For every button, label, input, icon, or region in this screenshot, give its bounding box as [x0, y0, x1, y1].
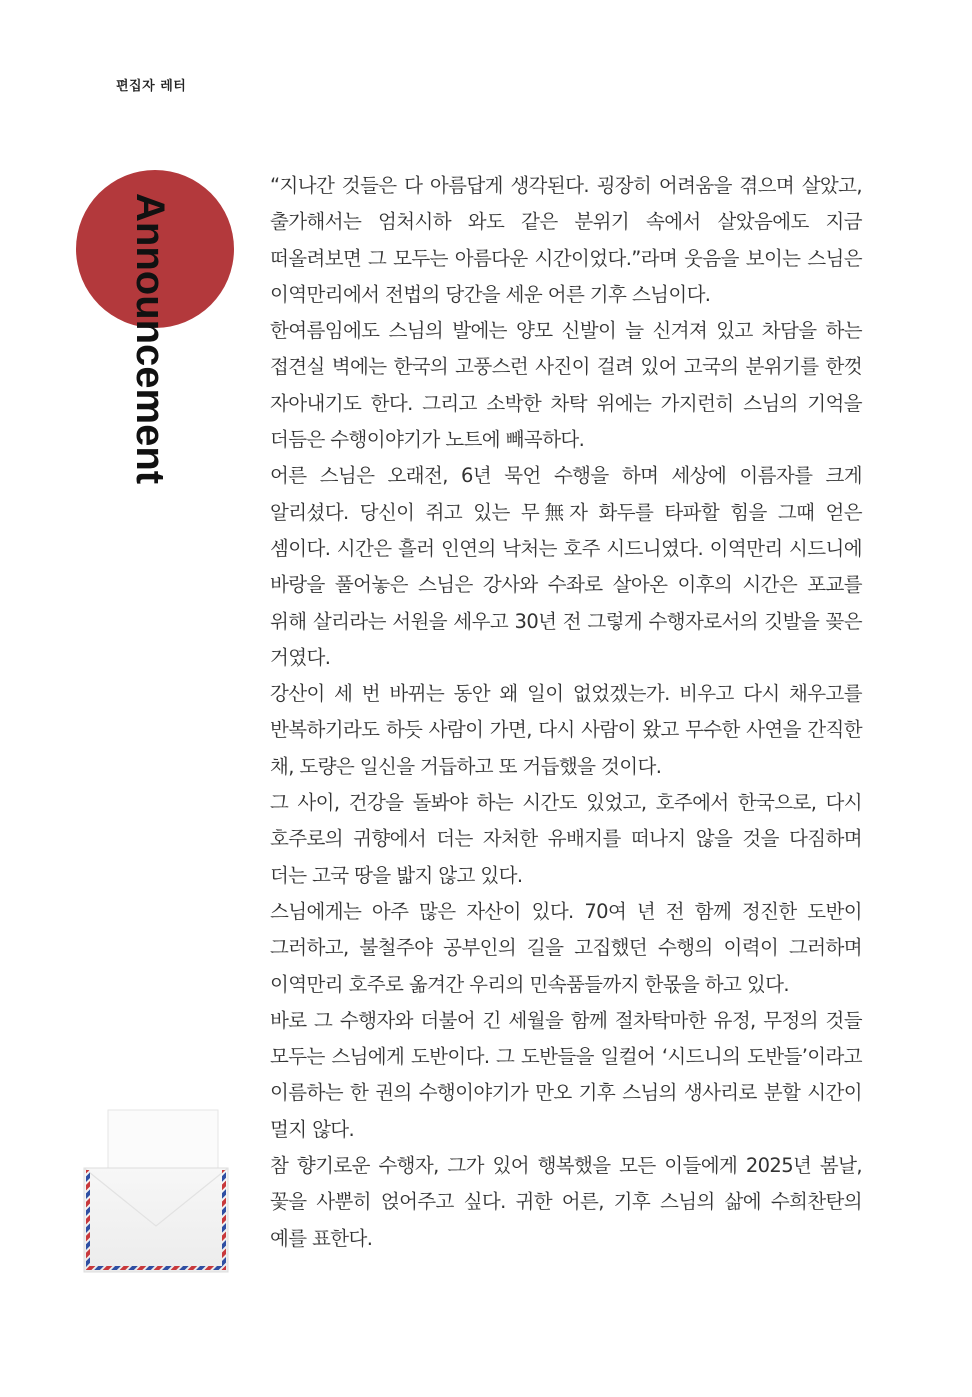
- section-label: 편집자 레터: [116, 79, 187, 94]
- paragraph: 스님에게는 아주 많은 자산이 있다. 70여 년 전 함께 정진한 도반이 그러하고, 불철주야 공부인의 길을 고집했던 수행의 이력이 그러하며 이역만리 호주로 옮겨간 우리의 민속품들까지 한몫을 하고 있다.: [270, 899, 862, 996]
- paragraph: 어른 스님은 오래전, 6년 묵언 수행을 하며 세상에 이름자를 크게 알리셨다. 당신이 쥐고 있는 무無자 화두를 타파할 힘을 그때 얻은 셈이다. 시간은 흘러 인연의 낙처는 호주 시드니였다. 이역만리 시드니에 바랑을 풀어놓은 스님은 강사와 수좌로 살아온 이후의 시간은 포교를 위해 살리라는 서원을 세우고 30년 전 그렇게 수행자로서의 깃발을 꽂은 거였다.: [270, 464, 862, 669]
- article-body: [270, 168, 862, 1257]
- paragraph: 바로 그 수행자와 더불어 긴 세월을 함께 절차탁마한 유정, 무정의 것들 모두는 스님에게 도반이다. 그 도반들을 일컬어 ‘시드니의 도반들’이라고 이름하는 한 권의 수행이야기가 만오 기후 스님의 생사리로 분할 시간이 멀지 않다.: [270, 1008, 862, 1141]
- paragraph: 한여름임에도 스님의 발에는 양모 신발이 늘 신겨져 있고 차담을 하는 접견실 벽에는 한국의 고풍스런 사진이 걸려 있어 고국의 분위기를 한껏 자아내기도 한다. 그리고 소박한 차탁 위에는 가지런히 스님의 기억을 더듬은 수행이야기가 노트에 빼곡하다.: [270, 319, 862, 452]
- paragraph: 참 향기로운 수행자, 그가 있어 행복했을 모든 이들에게 2025년 봄날, 꽃을 사뿐히 얹어주고 싶다. 귀한 어른, 기후 스님의 삶에 수희찬탄의 예를 표한다.: [270, 1154, 862, 1250]
- airmail-envelope-icon: [78, 1108, 240, 1278]
- paragraph: 강산이 세 번 바뀌는 동안 왜 일이 없었겠는가. 비우고 다시 채우고를 반복하기라도 하듯 사람이 가면, 다시 사람이 왔고 무수한 사연을 간직한 채, 도량은 일신을 거듭하고 또 거듭했을 것이다.: [270, 682, 862, 778]
- paragraph: 그 사이, 건강을 돌봐야 하는 시간도 있었고, 호주에서 한국으로, 다시 호주로의 귀향에서 더는 자처한 유배지를 떠나지 않을 것을 다짐하며 더는 고국 땅을 밟지 않고 있다.: [270, 791, 862, 887]
- vertical-title: Announcement: [128, 193, 172, 485]
- paragraph: “지나간 것들은 다 아름답게 생각된다. 굉장히 어려움을 겪으며 살았고, 출가해서는 엄처시하 와도 같은 분위기 속에서 살았음에도 지금 떠올려보면 그 모두는 아름다운 시간이었다.”라며 웃음을 보이는 스님은 이역만리에서 전법의 당간을 세운 어른 기후 스님이다.: [270, 174, 862, 306]
